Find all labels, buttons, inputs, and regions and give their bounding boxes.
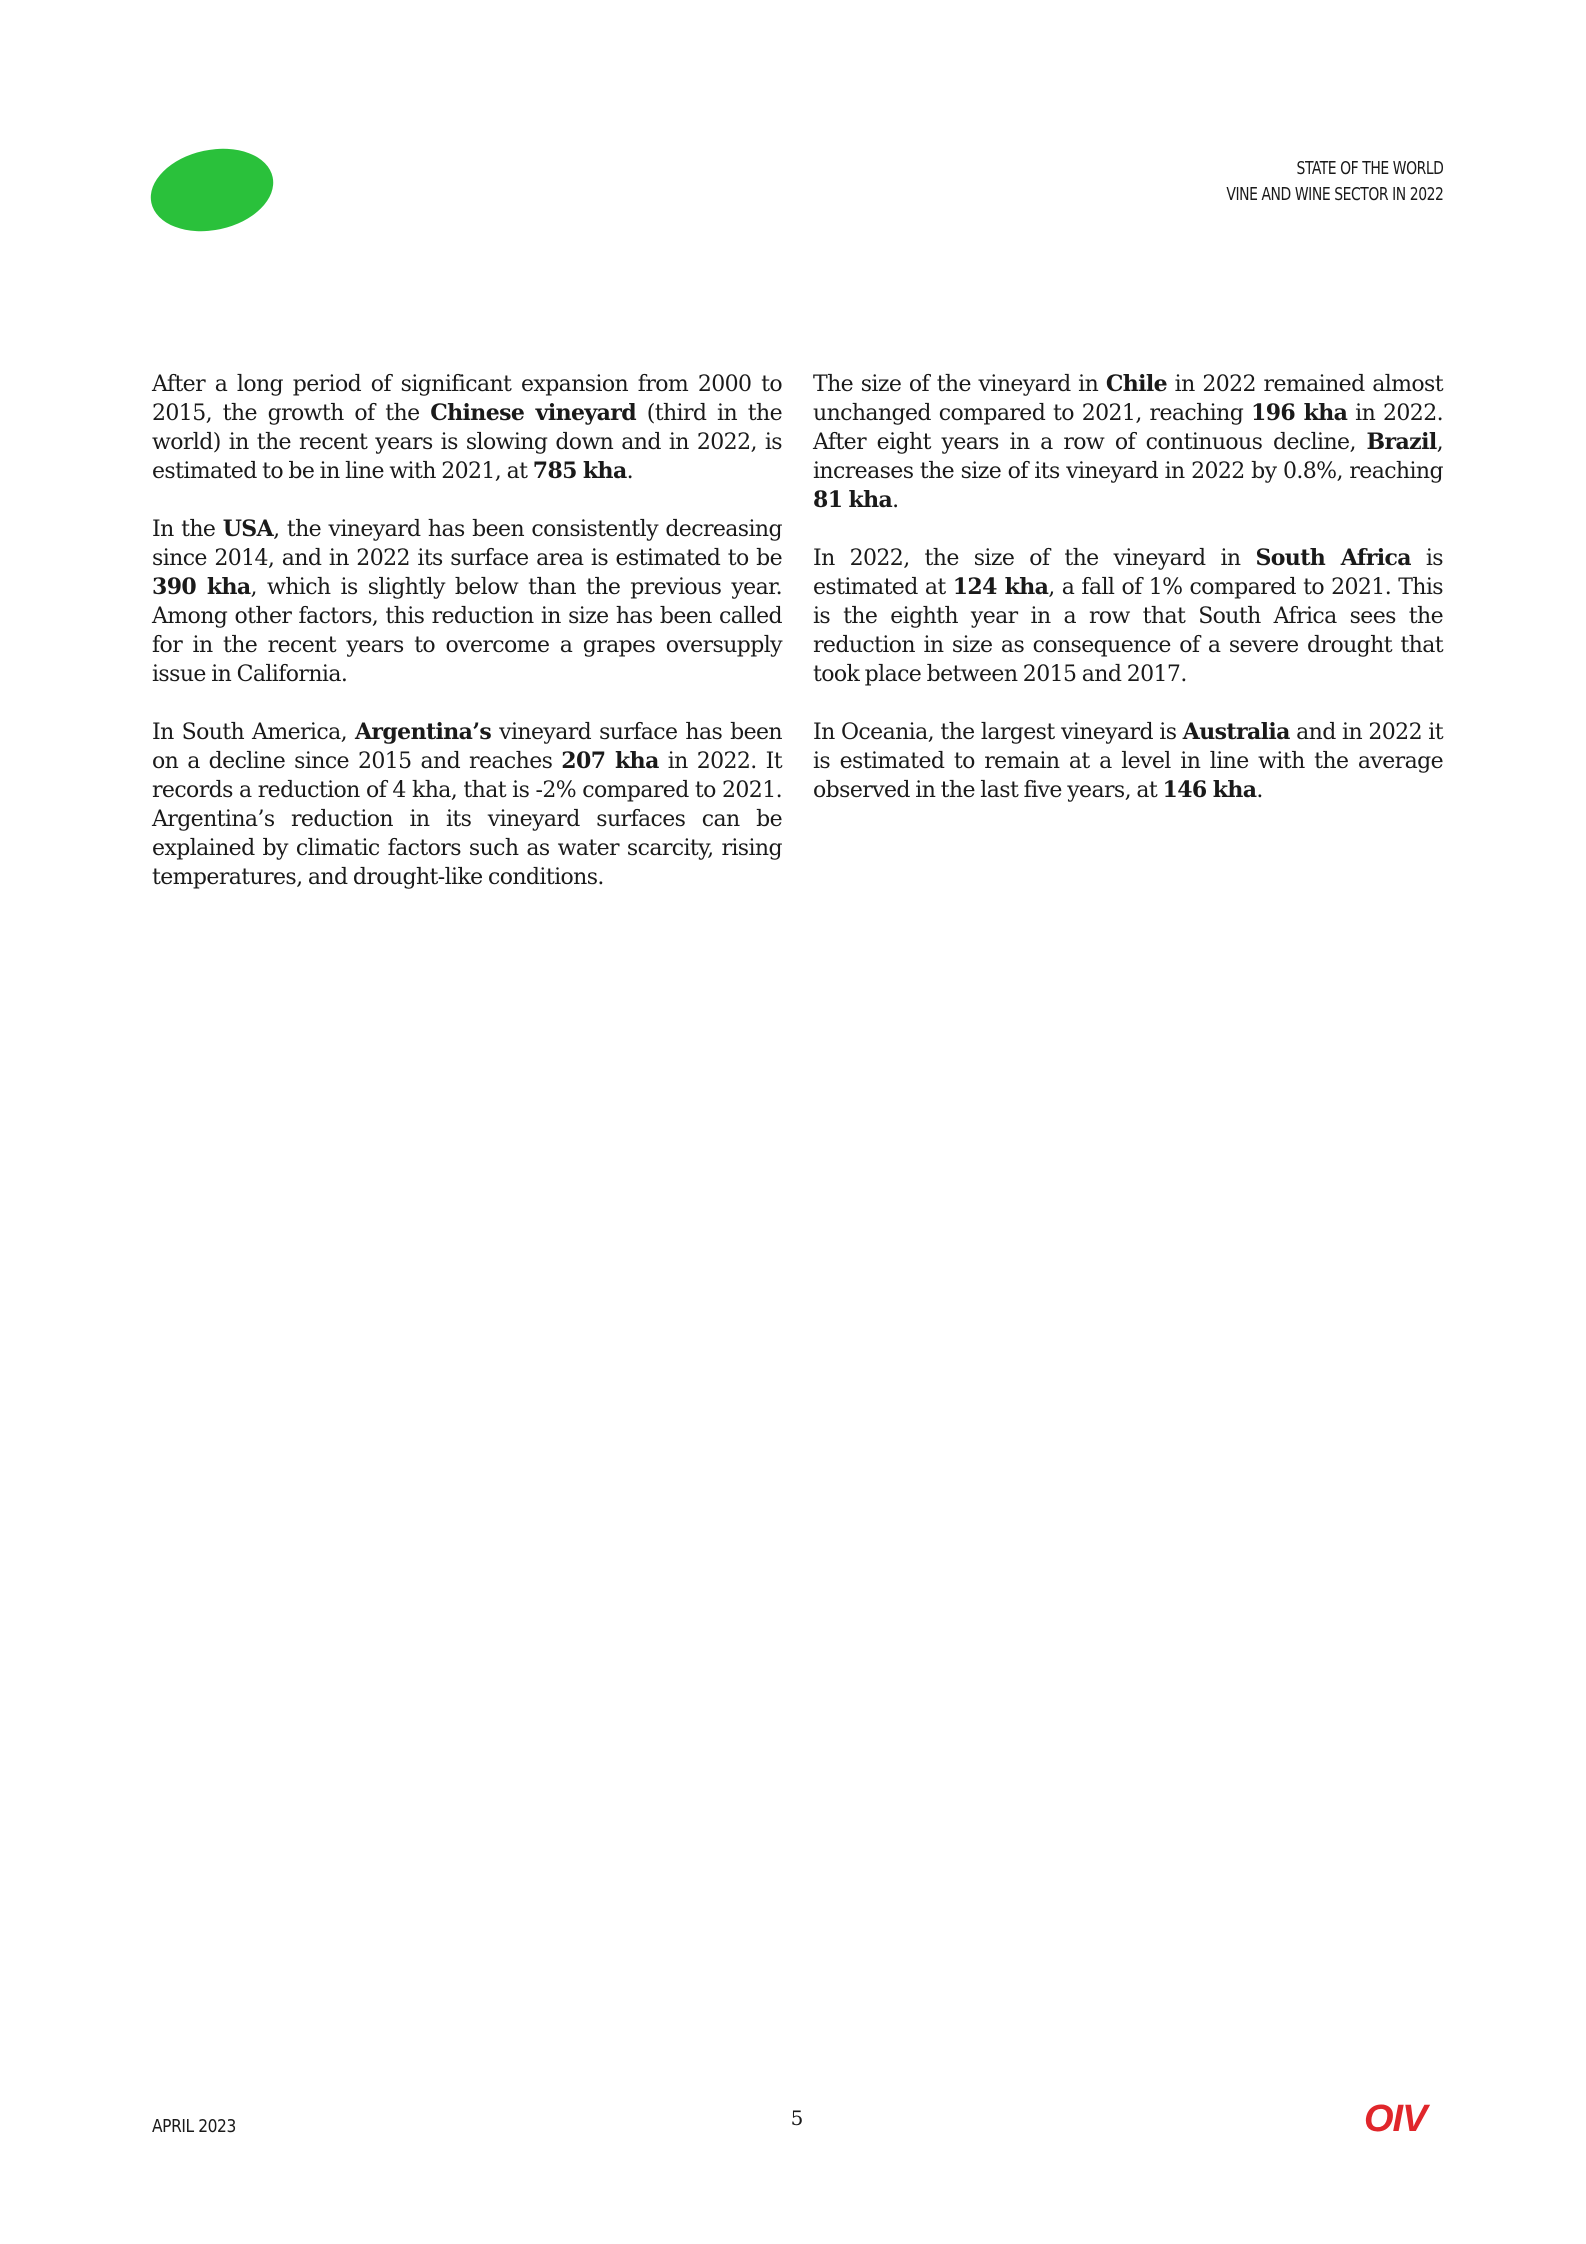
text-run: , the vineyard has been consistently decreasing since 2014, and in 2022 its surface area is estimated to be bbox=[152, 517, 782, 571]
bold-text: 207 kha bbox=[561, 748, 659, 774]
bold-text: South Africa bbox=[1255, 545, 1411, 571]
paragraph bbox=[152, 718, 782, 892]
bold-text: 785 kha bbox=[532, 458, 627, 484]
bold-text: Chile bbox=[1105, 371, 1168, 397]
text-run: in 2022. It records a reduction of 4 kha, that is -2% compared to 2021. Argentina’s reduction in its vineyard surfaces can be explained by climatic factors such as water scarcity, rising temperatures, and drought-like conditions. bbox=[152, 749, 782, 890]
paragraph bbox=[813, 544, 1443, 689]
text-run: is estimated at bbox=[813, 546, 1443, 600]
bold-text: 81 kha bbox=[813, 487, 893, 513]
header-title bbox=[1226, 156, 1443, 208]
bold-text: Argentina’s bbox=[354, 719, 492, 745]
header-line-2: VINE AND WINE SECTOR IN 2022 bbox=[1225, 184, 1443, 205]
text-run: in 2022. After eight years in a row of continuous decline, bbox=[813, 401, 1443, 455]
body-columns bbox=[152, 370, 1443, 921]
text-run: , increases the size of its vineyard in 2022 by 0.8%, reaching bbox=[813, 430, 1443, 484]
bold-text: Australia bbox=[1182, 719, 1290, 745]
paragraph bbox=[152, 370, 782, 486]
text-run: In South America, bbox=[152, 720, 355, 745]
text-run: In the bbox=[152, 517, 223, 542]
text-run: vineyard surface has been on a decline since 2015 and reaches bbox=[152, 720, 782, 774]
text-run: (third in the world) in the recent years is slowing down and in 2022, is estimated to be in line with 2021, at bbox=[152, 401, 782, 484]
footer-date: APRIL 2023 bbox=[152, 2116, 236, 2137]
page-number: 5 bbox=[790, 2106, 804, 2130]
green-blob-logo-icon bbox=[143, 138, 281, 242]
bold-text: 124 kha bbox=[952, 574, 1049, 600]
text-run: in 2022 remained almost unchanged compared to 2021, reaching bbox=[813, 372, 1443, 426]
text-run: The size of the vineyard in bbox=[813, 372, 1106, 397]
paragraph bbox=[813, 718, 1443, 805]
paragraph bbox=[813, 370, 1443, 515]
bold-text: 196 kha bbox=[1251, 400, 1348, 426]
text-run: After a long period of significant expansion from 2000 to 2015, the growth of the bbox=[152, 372, 782, 426]
text-run: In 2022, the size of the vineyard in bbox=[813, 546, 1256, 571]
header-line-1: STATE OF THE WORLD bbox=[1296, 158, 1443, 179]
text-run: and in 2022 it is estimated to remain at a level in line with the average observed in the last five years, at bbox=[813, 720, 1443, 803]
text-run: In Oceania, the largest vineyard is bbox=[813, 720, 1183, 745]
text-run: . bbox=[626, 459, 634, 484]
right-column bbox=[813, 370, 1443, 921]
bold-text: 390 kha bbox=[152, 574, 251, 600]
bold-text: 146 kha bbox=[1162, 777, 1257, 803]
bold-text: Brazil bbox=[1366, 429, 1437, 455]
text-run: . bbox=[1256, 778, 1263, 803]
paragraph bbox=[152, 515, 782, 689]
text-run: . bbox=[892, 488, 899, 513]
bold-text: Chinese vineyard bbox=[430, 400, 637, 426]
text-run: , which is slightly below than the previous year. Among other factors, this reduction in size has been called for in the recent years to overcome a grapes oversupply issue in California. bbox=[152, 575, 782, 687]
text-run: , a fall of 1% compared to 2021. This is the eighth year in a row that South Africa sees the reduction in size as consequence of a severe drought that took place between 2015 and 2017. bbox=[813, 575, 1443, 687]
left-column bbox=[152, 370, 782, 921]
bold-text: USA bbox=[222, 516, 274, 542]
oiv-logo: OIV bbox=[1364, 2098, 1427, 2140]
